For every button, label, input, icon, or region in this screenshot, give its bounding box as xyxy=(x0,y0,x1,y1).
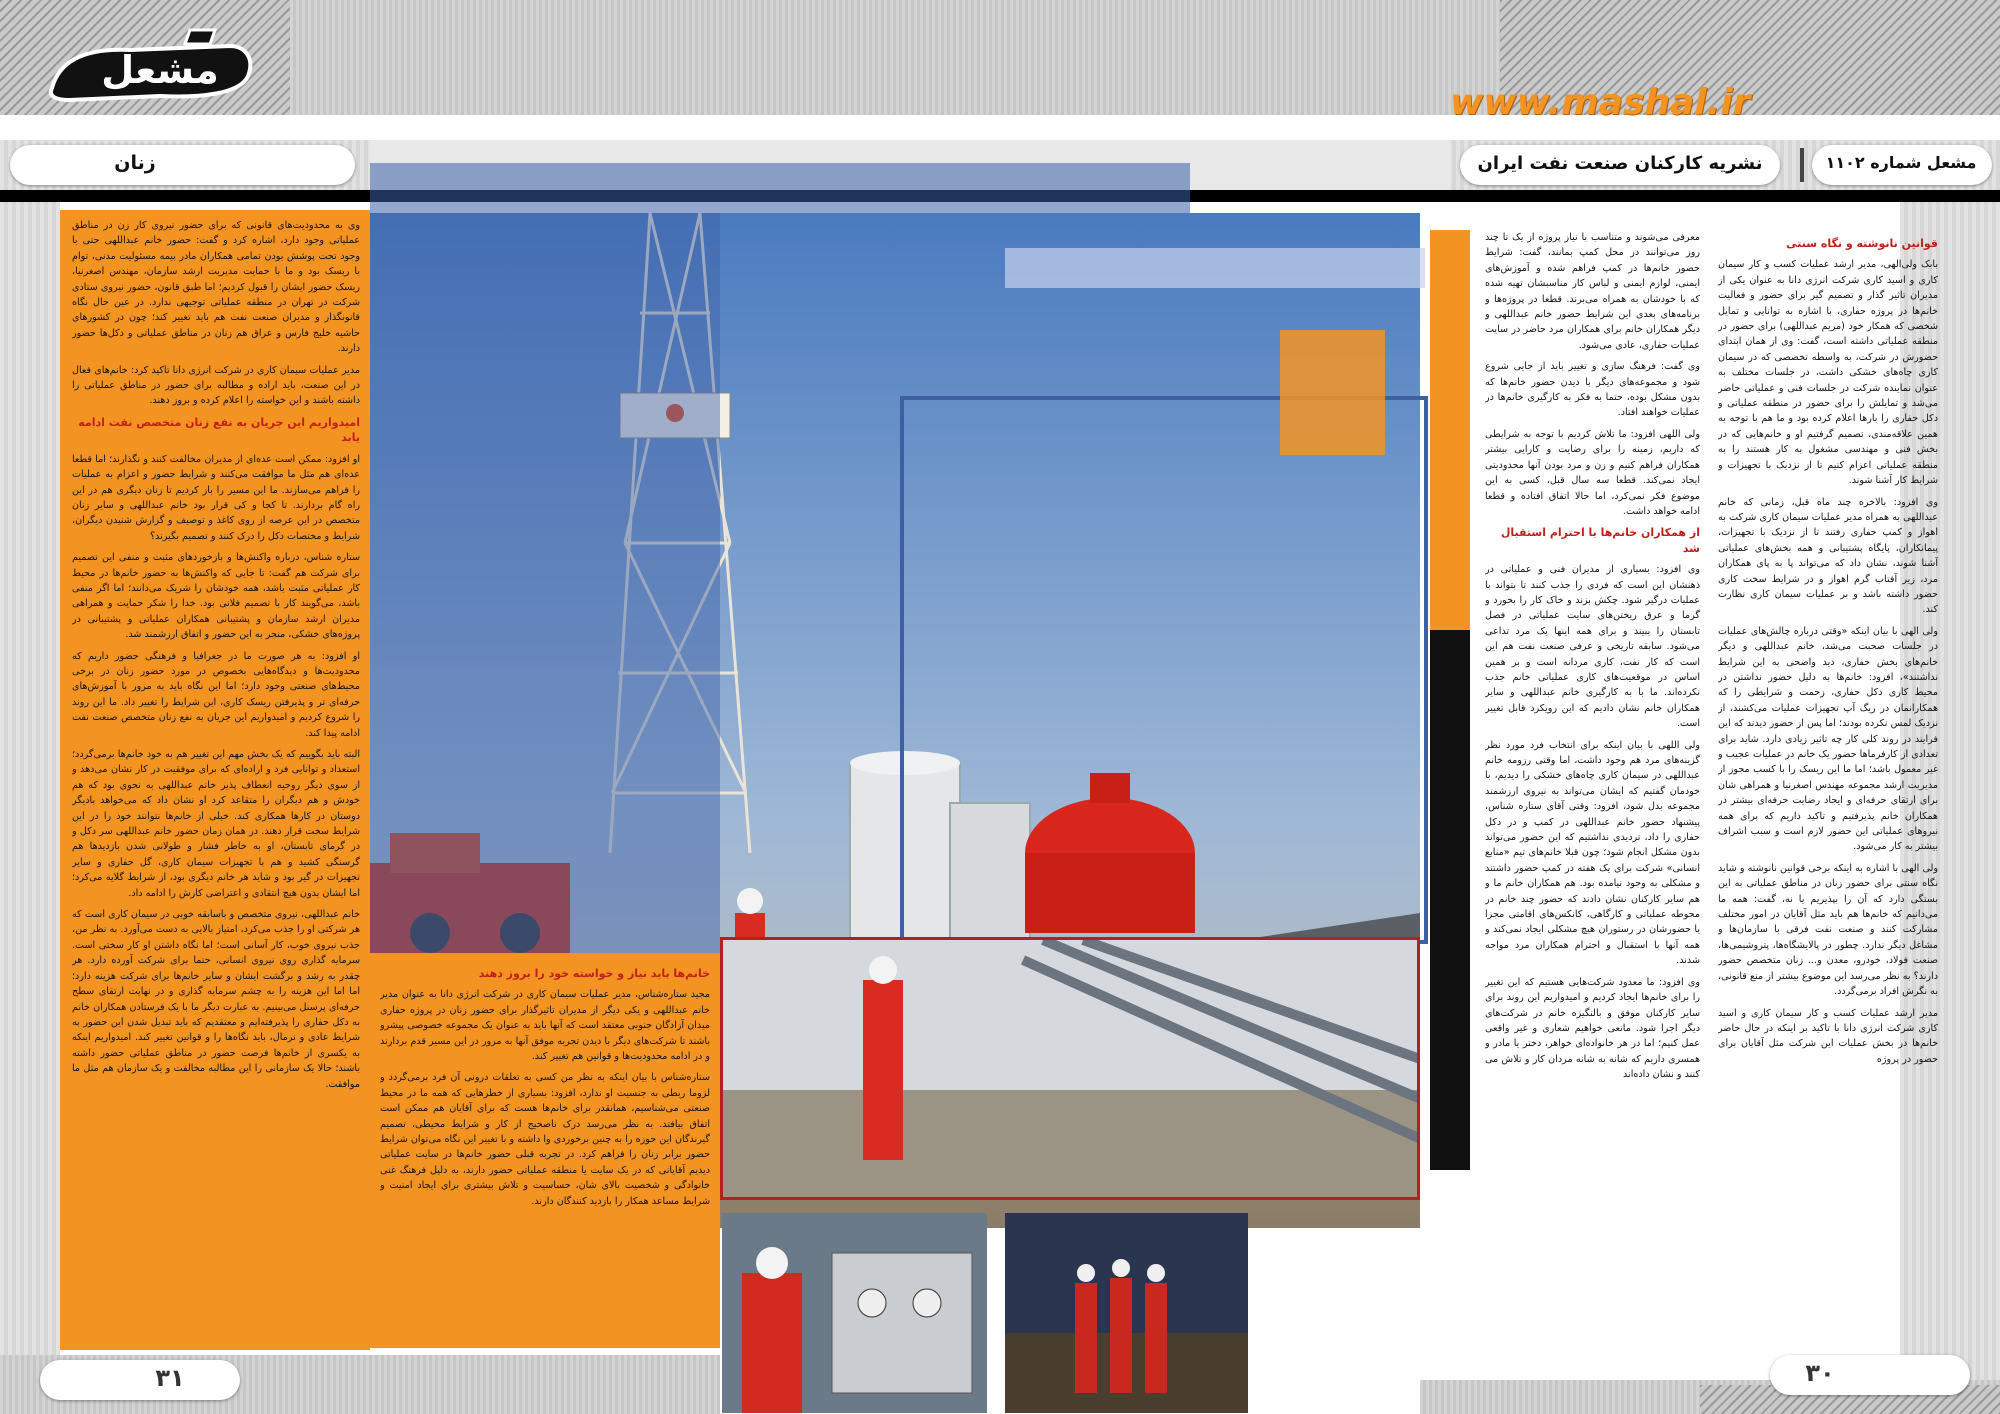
paragraph: ولی الهی با بیان اینکه «وقتی درباره چالش‌های عملیات در جلسات صحبت می‌شد، خانم عبداللهی و دیگر خانم‌های بخش حفاری، دید واضحی به این شرایط نداشتند»، افزود: خانم‌ها به دلیل حضور نداشتن در محیط کاری دکل حفاری، زحمت و شرایطی را که همکارانمان در ریگ آپ تجهیزات عملیات می‌کشند، از نزدیک لمس نکرده بودند؛ اما پس از حضور دیدند که این فرایند در روند کلی کار چه تاثیر زیادی دارد. شاید برای تعدادی از کارفرماها حضور یک خانم در عملیات عجیب و غیر معمول باشد؛ اما ما این ریسک را با کسب مجوز از مدیریت ارشد مجموعه مهندس اصغرنیا و همراهی شان برای ارتقای حرفه‌ای و ایجاد رضایت حرفه‌ای بیشتر در همکاران خانم پذیرفتیم و تاکید داریم که برای همه نیروهای عملیاتی این حضور لازم است و سبب اشراف بیشتر به کار می‌شود. xyxy=(1718,625,1938,853)
middle-article-column xyxy=(380,960,710,1345)
header-divider xyxy=(1800,148,1804,182)
paragraph: مجید ستاره‌شناس، مدیر عملیات سیمان کاری در شرکت انرژی دانا به عنوان مدیر خانم عبداللهی و یکی دیگر از مدیران تاثیرگذار برای حضور زنان در پروژه حفاری میدان آزادگان جنوبی معتقد است که آنها باید به عنوان یک مجموعه خصوصی پیشرو باشند تا شرکت‌های دیگر با دیدن تجربه موفق آنها به مرور در این مسیر قدم بردارند و در ادامه محدودیت‌ها و قوانین هم تغییر کند. xyxy=(380,989,710,1063)
control-room-photo xyxy=(722,1213,987,1413)
section-pill xyxy=(10,145,355,185)
right-article-column-2 xyxy=(1485,230,1700,1380)
right-article-column-1 xyxy=(1718,230,1938,1380)
paragraph: مدیر ارشد عملیات کسب و کار سیمان کاری و اسید کاری شرکت انرژی دانا با تاکید بر اینکه در حال حاضر خانم‌ها در بخش عملیات این شرکت مثل آقایان برای حضور در پروژه xyxy=(1718,1007,1938,1065)
paragraph: ولی اللهی افزود: ما تلاش کردیم با توجه به شرایطی که داریم، زمینه را برای رضایت و کارایی بیشتر همکاران فراهم کنیم و زن و مرد بودن آنها محدودیتی ایجاد نمی‌کند. قطعا سه سال قبل، کسی به این موضوع فکر نمی‌کرد، اما حالا اتفاق افتاده و قطعا ادامه خواهد داشت. xyxy=(1485,428,1700,517)
left-body-texture xyxy=(0,202,60,1414)
paragraph: او افزود: به هر صورت ما در جغرافیا و فرهنگی حضور داریم که محدودیت‌ها و دیدگاه‌هایی بخصوص در مورد حضور زنان در برخی محیط‌های صنعتی وجود دارد؛ اما این نگاه باید به مرور با آموزش‌های حرفه‌ای تر و پذیرفتن ریسک کاری، این شرایط را تغییر داد. ما این روند را شروع کردیم و امیدواریم این جریان به نفع زنان متخصص صنعت نفت ادامه پیدا کند. xyxy=(72,650,360,739)
blue-frame xyxy=(900,396,1428,944)
paragraph: وی افزود: بسیاری از مدیران فنی و عملیاتی در ذهنشان این است که فردی را جذب کنند تا بتواند با عملیات درگیر شود. چکش بزند و خاک کار را بخورد و گرما و عرق ریختن‌های سایت عملیاتی در فصل تابستان را ببیند و برای همه اینها یک مرد تداعی می‌شود. سابقه تاریخی و عرفی صنعت نفت هم این است که کار نفت، کاری مردانه است و بر همین اساس در موقعیت‌های کاری عملیاتی خانم جذب نکرده‌اند. ما با به کارگیری خانم عبداللهی و سایر همکاران خانم نشان دادیم که این رویکرد قابل تغییر است. xyxy=(1485,564,1700,730)
section-title: زنان xyxy=(114,152,156,174)
right-page-number: ۳۰ xyxy=(1805,1359,1835,1387)
subheading: قوانین نانوشته و نگاه سنتی xyxy=(1786,237,1938,250)
control-panel-illustration xyxy=(722,1213,987,1413)
paragraph: مدیر عملیات سیمان کاری در شرکت انرژی دانا تاکید کرد: خانم‌های فعال در این صنعت، باید اراده و مطالبه برای حضور در مناطق عملیاتی را داشته باشند و این خواسته را اعلام کرده و بروز دهند. xyxy=(72,364,360,407)
publication-subtitle: نشریه کارکنان صنعت نفت ایران xyxy=(1477,153,1763,174)
blue-overlay-right xyxy=(1005,248,1425,288)
paragraph: او افزود: ممکن است عده‌ای از مدیران مخالفت کنند و نگذارند؛ اما قطعا عده‌ای هم مثل ما موافقت می‌کنند و شرایط حضور و اعزام به عملیات را فراهم می‌سازند. ما این مسیر را باز کردیم تا زنان دیگری هم در این راه گام بردارند. تا کجا و کی قرار بود خانم عبداللهی و سایر زنان متخصص در این عرصه از روی کاغذ و توصیف و گزارش شنیدن دیگران، شرایط و مختصات دکل را درک کنند و تصمیم بگیرند؟ xyxy=(72,453,360,542)
logo xyxy=(40,18,265,108)
paragraph: معرفی می‌شوند و متناسب با نیاز پروژه از یک تا چند روز می‌توانند در محل کمپ بمانند، گفت: شرایط حضور خانم‌ها در کمپ فراهم شده و آموزش‌های ایمنی، لوازم ایمنی و لباس کار مناسبشان تهیه شده که با خودشان به همراه می‌برند. قطعا در پروژه‌ها و برنامه‌های بعدی این شرایط حضور خانم عبداللهی و دیگر همکاران خانم برای همکاران مرد حاضر در سایت عملیات حفاری، عادی می‌شود. xyxy=(1485,232,1700,351)
orange-spine-top xyxy=(1430,230,1470,630)
paragraph: خانم عبداللهی، نیروی متخصص و باسابقه خوبی در سیمان کاری است که هر شرکتی او را جذب می‌کرد، امتیاز بالایی به دست می‌آورد. به نظر من، جذب نیروی خوب، کار آسانی است؛ اما نگاه داشتن او کار سختی است. سرمایه گذاری روی نیروی انسانی، حتما برای شرکت آورده دارد. هر چقدر به رشد و برگشت ایشان و سایر خانم‌ها برای شرکت هزینه دارد؛ اما اما این هزینه را به چشم سرمایه گذاری و در نهایت ارتقای سطح حرفه‌ای پرسنل می‌بینیم. به عبارت دیگر ما با یک فرستادن همکاران خانم به دکل حفاری را پذیرفته‌ایم و معتقدیم که باید تبدیل شدن این حضور به شرایط عادی و نرمال، باید نگاه‌ها را و قوانین تغییر کند. امیدواریم اینکه به یکسری از خانم‌ها فرصت حضور در مناطق عملیاتی حضور داشته باشند؛ حالا یک سازمانی را این مطالبه مخالفت و یک سازمان هم مثل ما موافقت. xyxy=(72,909,360,1090)
night-workers-illustration xyxy=(1005,1213,1248,1413)
paragraph: بابک ولی‌الهی، مدیر ارشد عملیات کسب و کار سیمان کاری و اسید کاری شرکت انرژی دانا به عنوان یکی از مدیران تاثیر گذار و تصمیم گیر برای حضور و فعالیت خانم‌ها در پروژه حفاری، با اشاره به توانایی و تمایل شخصی که همکار خود (مریم عبداللهی) برای حضور در منطقه عملیاتی داشته است، گفت: وی از همان ابتدای حضورش در شرکت، به واسطه تخصصی که در سیمان کاری چاه‌های خشکی داشت، در جلسات مختلف به عنوان نماینده شرکت در جلسات فنی و عملیاتی حاضر می‌شد و تمایلش را برای حضور در منطقه عملیاتی و دکل حفاری را بارها اعلام کرده بود و ما هم با توجه به همین علاقه‌مندی، تصمیم گرفتیم او و خانم‌هایی که در بخش فنی و مهندسی مشغول به کار هستند را به منطقه عملیاتی اعزام کنیم تا از نزدیک با تجهیزات و شرایط کار آشنا شوند. xyxy=(1718,259,1938,487)
paragraph: البته باید بگوییم که یک بخش مهم این تغییر هم به خود خانم‌ها برمی‌گردد؛ استعداد و توانایی فرد و اراده‌ای که برای موفقیت در کار نشان می‌دهد و از سوی دیگر روحیه انعطاف پذیر خانم عبداللهی به نحوی بود که هم خودش و هم دیگران را متقاعد کرد او نشان داد که می‌خواهد بادیگر دوستان در کارها همکاری کند. خیلی از خانم‌ها نتوانند خود را در این شرایط سخت قرار دهند. در همان زمان حضور خانم عبداللهی سر دکل و در گرمای تابستان، او به خاطر فشار و طولانی شدن بازدیدها هم گرسنگی کشید و هم با تجهیزات سیمان کاری، گل حفاری و سایر تجهیزات در گیر بود و شاید هر خانم دیگری بود، از شرایط گلایه می‌کرد؛ اما ایشان بدون هیچ انتقادی و اعتراضی کارش را ادامه داد. xyxy=(72,749,360,899)
website-url[interactable]: www.mashal.ir xyxy=(1450,82,1751,123)
subheading: امیدواریم این جریان به نفع زنان متخصص نفت ادامه یابد xyxy=(78,415,360,445)
header-grey-band xyxy=(290,0,1500,115)
paragraph: وی گفت: فرهنگ سازی و تغییر باید از جایی شروع شود و مجموعه‌های دیگر با دیدن حضور خانم‌ها که بدون مشکل بوده، حتما به فکر به کارگیری خانم‌ها در عملیات خواهند افتاد. xyxy=(1485,361,1700,419)
paragraph: وی افزود: ما معدود شرکت‌هایی هستیم که این تغییر را برای خانم‌ها ایجاد کردیم و امیدواریم این روند برای سایر کارکنان موفق و بالنگیزه خانم در شرکت‌های دیگر اجرا شود. مانعی خواهیم شعاری و غیر واقعی عمل کنیم؛ اما در هر خانواده‌ای خواهر، دختر یا مادر و همسری داریم که شانه به شانه مردان کار و تلاش می کنند و نشان داده‌اند xyxy=(1485,976,1700,1081)
paragraph: وی افزود: بالاخره چند ماه قبل، زمانی که خانم عبداللهی به همراه مدیر عملیات سیمان کاری شرکت به اهواز و کمپ حفاری رفتند تا از نزدیک با تجهیزات، پیمانکاران، پایگاه پشتیبانی و همه بخش‌های عملیاتی آشنا شوند، نشان داد که می‌تواند پا به پای همکاران مرد، زیر آفتاب گرم اهواز و در شرایط سخت کاری حضور داشته باشد و بر عملیات سیمان کاری نظارت کند. xyxy=(1718,496,1938,616)
left-article-column xyxy=(72,218,360,1343)
worker-photo xyxy=(720,937,1420,1200)
paragraph: ولی الهی با اشاره به اینکه برخی قوانین نانوشته و شاید نگاه سنتی برای حضور زنان در مناطق عملیاتی به این بستگی دارد که آن را بپذیریم یا نه، گفت: همه ما می‌دانیم که خانم‌ها هم باید مثل آقایان در امور مختلف مشارکت کنند و صنعت نفت فرقی با سازمان‌ها و مشاغل دیگر ندارد. چطور در پالایشگاه‌ها، پتروشیمی‌ها، صنعت فولاد، خودرو، معدن و... زنان متخصص حضور دارند؟ به نظر می‌رسد این موضوع بیشتر از منع قانونی، به نگرش افراد برمی‌گردد. xyxy=(1718,862,1938,998)
blue-overlay-strip-top xyxy=(370,163,1190,213)
orange-square-accent xyxy=(1280,330,1385,455)
paragraph: وی به محدودیت‌های قانونی که برای حضور نیروی کار زن در مناطق عملیاتی وجود دارد، اشاره کرد و گفت: حضور خانم عبداللهی حتی با وجود تحت پوشش بودن تمامی همکاران مادر بیمه مسئولیت مدنی، توام با ریسک بود و ما با حمایت مدیریت ارشد سازمان، مهندس اصغرنیا، ریسک حضور ایشان را قبول کردیم؛ اما طبق قانون، حضور نیروی ستادی شرکت در تهران در منطقه عملیاتی توجیهی ندارد. در عین حال نگاه قانونگذار و مدیران صنعت نفت هم باید تغییر کند؛ چون در کشورهای حاشیه خلیج فارس و عراق هم زنان در مناطق عملیاتی و دکل‌ها حضور دارند. xyxy=(72,220,360,355)
left-page-number: ۳۱ xyxy=(155,1364,185,1392)
worker-site-illustration xyxy=(723,940,1420,1200)
paragraph: ولی اللهی با بیان اینکه برای انتخاب فرد مورد نظر گزینه‌های مرد هم وجود داشت، اما وقتی رزومه خانم عبداللهی در سیمان کاری چاه‌های خشکی را دیدیم، با خودمان گفتیم که ایشان می‌تواند به نیروی ارزشمند مجموعه بدل شود، افزود: وقتی آقای ستاره شناس، پیشنهاد حضور خانم عبداللهی در کمپ و در دکل حفاری را داد، تردیدی نداشتیم که این حضور می‌تواند بدون مشکل انجام شود؛ چون قبلا خانم‌های تیم «منابع انسانی» شرکت برای یک هفته در کمپ حضور داشتند و مشکلی به وجود نیامده بود. هم همکاران خانم ما و هم سایر کارکنان نشان دادند که حضور چند خانم در محوطه عملیاتی و کارگاهی، کانکس‌های اقامتی مجزا یا حضورشان در رستوران هیچ مشکلی ایجاد نمی‌کند و همه آنها با استقبال و احترام همکاران مرد مواجه شدند. xyxy=(1485,739,1700,967)
night-rig-photo xyxy=(1005,1213,1248,1413)
logo-text: مشعل xyxy=(101,48,219,92)
issue-label: مشعل شماره ۱۱۰۲ xyxy=(1825,153,1977,172)
paragraph: ستاره شناس، درباره واکنش‌ها و بازخوردهای مثبت و منفی این تصمیم برای شرکت هم گفت: تا جایی که واکنش‌ها به حضور خانم‌ها در محیط کار عملیاتی مثبت باشد، همه خودشان را شریک می‌دانند؛ اما اگر منفی باشد، می‌گویند کار با تصمیم فلانی بود. خدا را شکر حمایت و همراهی مدیران ارشد سازمان و پشتیبانی همکاران عملیاتی و پشتیبانی در پروژه‌های خشکی، منجر به این حضور و اتفاق ارزشمند شد. xyxy=(72,552,360,641)
subheading: از همکاران خانم‌ها با احترام استقبال شد xyxy=(1500,526,1700,555)
subheading: خانم‌ها باید نیاز و خواسته خود را بروز دهند xyxy=(478,967,710,980)
black-spine-block xyxy=(1430,630,1470,1170)
blue-overlay-left xyxy=(370,213,720,953)
paragraph: ستاره‌شناس با بیان اینکه به نظر من کسی به تعلقات درونی آن فرد برمی‌گردد و لزوما ربطی به جنسیت او ندارد، افزود: بسیاری از خطرهایی که همه ما در محیط صنعتی می‌شناسیم، همانقدر برای خانم‌ها هست که برای آقایان هم ممکن است اتفاق بیافتد. به نظر می‌رسد درک ناصحیح از کار و شرایط محیطی، تصمیم گیرندگان این حوزه را به چنین برخوردی وا داشته و با تغییر این نگاه می‌توان شرایط حضور برابر زنان را فراهم کرد. در تجربه قبلی حضور خانم‌ها در سایت عملیاتی دیدیم آقایانی که در یک سایت یا منطقه عملیاتی حضور دارند، به دلیل فرهنگ غنی خانوادگی و شخصیت بالای شان، حساسیت و تلاش بیشتری برای ایجاد امنیت و شرایط مساعد همکار را بازدید کنندگان دارند. xyxy=(380,1072,710,1207)
